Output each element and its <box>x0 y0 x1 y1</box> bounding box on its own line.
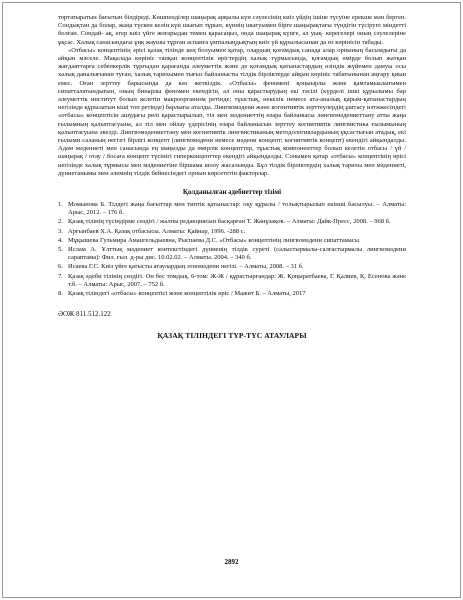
reference-item <box>58 228 406 236</box>
reference-number: 5. <box>58 246 63 254</box>
reference-item <box>58 290 406 298</box>
reference-text: Момынова Б. Тілдегі жаңа бағыттар мен типтік қатынастар: оқу құралы / толықтырылып екінші басылуы. – Алматы: Арыс, 2012. – 176 б. <box>68 201 406 217</box>
page-number: 2892 <box>224 558 239 566</box>
reference-text: Мұқышева Гульмира Амангельдыевна, Рыспаева Д.С. «Отбасы» концептінің лингвомәдени сипаттамасы <box>68 236 360 244</box>
reference-item <box>58 273 406 289</box>
references-title: Қолданылған әдебиеттер тізімі <box>182 188 282 197</box>
reference-item <box>58 201 406 217</box>
reference-text: Қазақ тілінің түсіндірме сөздігі / жалпы редакциясын басқарған Т. Жанұзақов. – Алматы: Дайк-Пресс, 2008. – 968 б. <box>68 218 391 226</box>
reference-text: Арғынбаев Х.А. Қазақ отбасысы. Алматы: Қайнар, 1996. -288 с. <box>68 227 246 235</box>
reference-number: 6. <box>58 263 63 271</box>
reference-text: Ислам А. Ұлттық мәдениет контекстіндегі дүниенің тілдік суреті (салыстырмалы-салғастырмалы лингвомәдени сараптама): Фил. ғыл. д-ры дис. 10.02.02. – Алматы. 2004. – 340 б. <box>68 246 406 262</box>
reference-number: 7. <box>58 272 63 280</box>
reference-number: 4. <box>58 236 63 244</box>
reference-text: Исаева Г.С. Киіз үйге қатысты атаулардың этномәдени негізі. – Алматы, 2008. – 31 б. <box>68 263 304 271</box>
page-content <box>58 14 406 341</box>
reference-text: Қазақ тіліндегі «отбасы» концептісі және концептілік өріс / Мажит Б. – Алматы, 2017 <box>68 290 306 298</box>
body-paragraph-2: «Отбасы» концептінің әрісі қазақ тілінде кең болуымен қатар, олардың қоғамдық санада алар орнының басымдығы да айқын мәселе. Мақалада көрініс тапқан концептілік өрістердің халық түрмысында, қоғамдық өмірде болып жатқан жағдаяттарға себепкерлік тұрғыдан қарағанда әлеуметтік және де қоғамдық қатынастардың өзіндік жүйемен дамуы осы халық даналығынан туған, халық тарихымен тығыз байланысты тілдік бірліктерде айқын көрініс табатынынан аңғару қиын емес. Оған зерттеу барысында да көз жеткіздік. «Отбасы» феномені қоңыырлы және қамтамыалығымен сипатталатындығын, оның бинарлы феномен екендігін, ал оны қарастырудың екі тәсілі (күрделі ішкі құрылымы бар әлеуметтік институт болып келетін макроорганизм ретінде; тұыстық, некелік немесе ата-аналық қарым-қатынастардың негізінде құрылатын кіші топ ретінде) барлығы аталды. Лингвомәдени және когнитивтік зерттеулердің ұштасу нәтижесіндегі «отбасы» концептісін ашудағы рөлі қарастырылып, тіл мен мәдениеттің өзара байланысы лингвомәдениеттану атты жаңа ғылымның қалыптасуына, ал тіл мен ойлау үдерісінің өзара байланысын зерттеу когнитивтік лингвистика ғылымының қалыптасуына әкелді. Лингвомәдениеттану мен когнитивтік лингвистиканың методологиялардының ұқсастығын атадық, екі ғылыми саланың негізгі бірлігі концепт (лингвомәдени немесе мәдени концепт; когнитивтік концепт) екендігі айқындалды. Адам мәдениеті мен санасында ең маңызды да өмірлік концепттер, тұыстық компоненттер болып келетін отбасы / үй / шаңырақ / отау / босаға концепт түсінігі гиперконцепттер екендігі айқындалды. Сонымен қатар «отбасы» концептінің өрісі негізінде халық тұрмысы мен мәдениетіне біршама шолу жасалынды. Бұл тілдік бірліктердің халық тарихы мен мәдениеті, дүниетанымы мен әлемнің тілдік бейнесіндегі орнын көрсететін факторлар. <box>58 46 406 177</box>
body-paragraph-1: тортатыратын бағытын білдіреді. Көшпенділер шаңырақ арқылы күн сәулесінің киіз үйдің ішіне түсуіне ерекше мән берген. Сондықтан да болар, жаңа түскен келін күн шығып тұрып, күннің шығуымен бірге шаңырақтағы түндігін түсіруге міндетті болған. Сондай- ақ, егер киіз үйге жоғарыдан төмен қарасаңыз, онда шаңырақ күнге, ал уық- керегелері оның сәулелеріне ұқсас. Халық санасындағы ұңқ жаушы тұрған аспанға ұмтылыңдықтың киіз үй құрылысынан да өз көрінісін табады. <box>58 14 406 46</box>
references-list <box>58 201 406 298</box>
reference-item <box>58 237 406 245</box>
udk-code: ӘОЖ 811.512.122 <box>58 310 111 319</box>
reference-number: 2. <box>58 218 63 226</box>
reference-item <box>58 263 406 271</box>
reference-item <box>58 246 406 262</box>
reference-number: 3. <box>58 227 63 235</box>
reference-item <box>58 218 406 226</box>
reference-number: 1. <box>58 201 63 209</box>
next-article-heading: ҚАЗАҚ ТІЛІНДЕГІ ТҮР-ТҮС АТАУЛАРЫ <box>157 331 307 341</box>
reference-number: 8. <box>58 290 63 298</box>
reference-text: Қазақ әдеби тілінің сөздігі. Он бес томдық. 6-том: Ж-Ж / құрастырғандар: Ж. Қоңыратбаева, Г. Қалиев, Қ. Есенова және т.б. – Алматы: Арыс, 2007. – 752 б. <box>68 272 406 288</box>
